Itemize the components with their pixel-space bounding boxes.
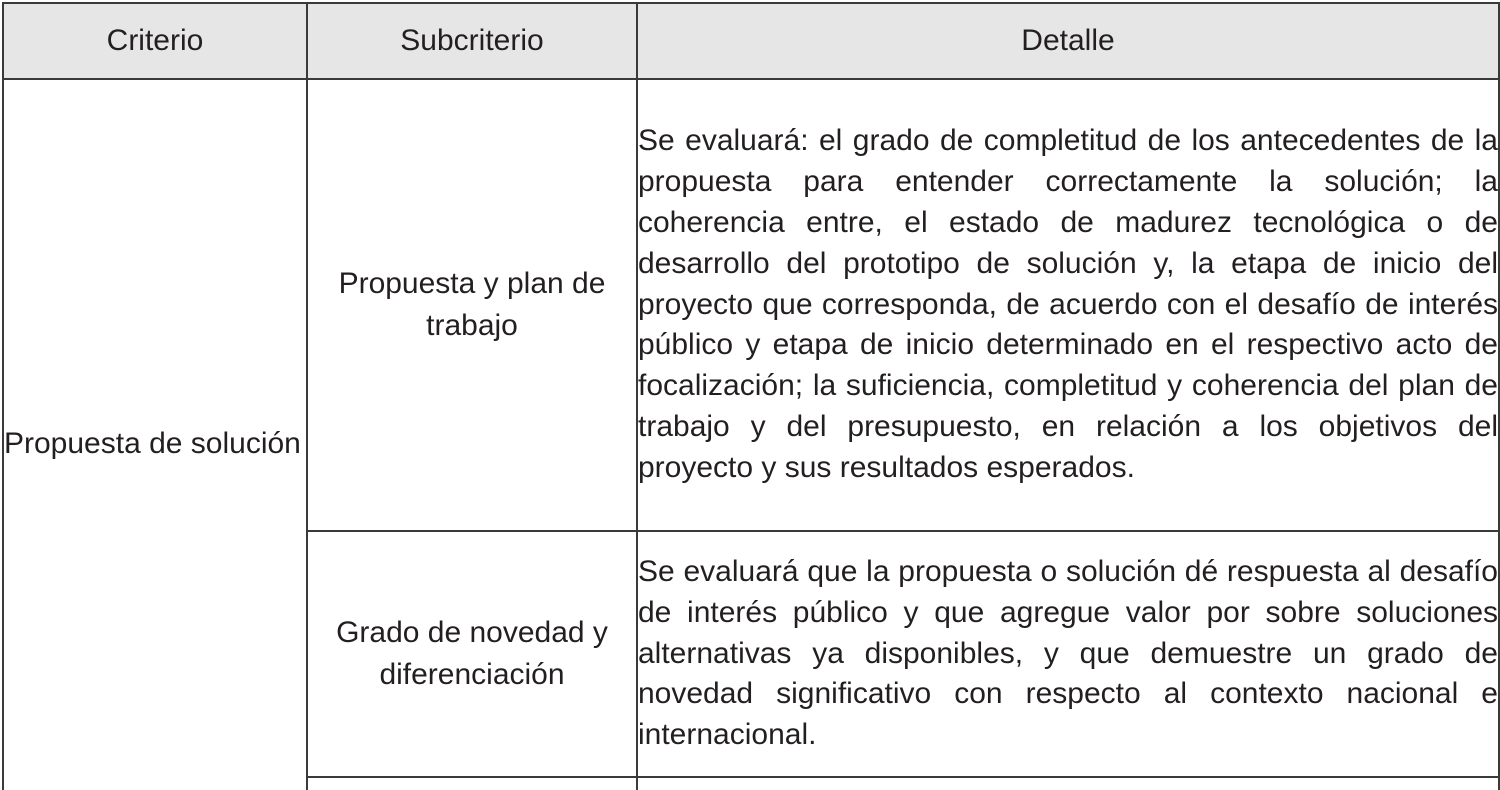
table-row — [3, 79, 1499, 531]
table-header-row — [3, 3, 1499, 79]
detalle-cell-empty — [637, 777, 1499, 790]
header-criterio: Criterio — [3, 3, 307, 79]
detalle-cell: Se evaluará que la propuesta o solución dé respuesta al desafío de interés público y que agregue valor por sobre soluciones alternativas ya disponibles, y que demuestre un grado de novedad significativo con respecto al contexto nacional e internacional. — [637, 531, 1499, 777]
subcriterio-cell: Propuesta y plan de trabajo — [307, 79, 637, 531]
subcriterio-cell: Grado de novedad y diferenciación — [307, 531, 637, 777]
subcriterio-cell-empty — [307, 777, 637, 790]
detalle-cell: Se evaluará: el grado de completitud de los antecedentes de la propuesta para entender correctamente la solución; la coherencia entre, el estado de madurez tecnológica o de desarrollo del prototipo de solución y, la etapa de inicio del proyecto que corresponda, de acuerdo con el desafío de interés público y etapa de inicio determinado en el respectivo acto de focalización; la suficiencia, completitud y coherencia del plan de trabajo y del presupuesto, en relación a los objetivos del proyecto y sus resultados esperados. — [637, 79, 1499, 531]
header-detalle: Detalle — [637, 3, 1499, 79]
evaluation-criteria-table — [2, 2, 1500, 790]
criterio-cell: Propuesta de solución — [3, 79, 307, 790]
header-subcriterio: Subcriterio — [307, 3, 637, 79]
